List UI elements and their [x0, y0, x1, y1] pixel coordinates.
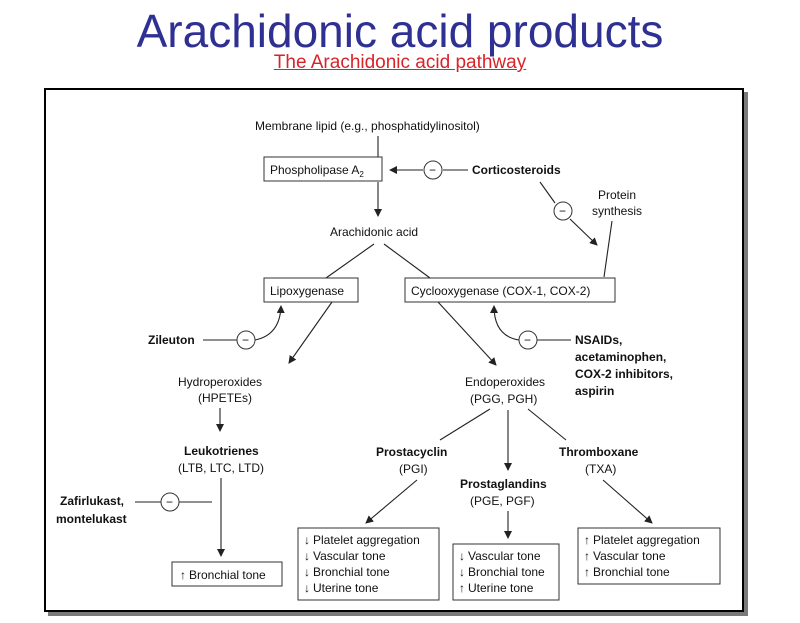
endoperoxides-label: (PGG, PGH) [470, 392, 538, 406]
arachidonic-acid-label: Arachidonic acid [330, 225, 419, 239]
lipoxygenase-label: Lipoxygenase [270, 284, 345, 298]
prostacyclin-label: (PGI) [399, 462, 428, 476]
inhibit-symbol: − [524, 333, 532, 347]
nsaids-label: aspirin [575, 384, 615, 398]
endoperoxides-label: Endoperoxides [465, 375, 546, 389]
prostaglandins-label: (PGE, PGF) [470, 494, 535, 508]
thromboxane-label: Thromboxane [559, 445, 639, 459]
effect-item: ↓ Bronchial tone [459, 565, 545, 579]
leukotrienes-label: Leukotrienes [184, 444, 259, 458]
subtitle-link[interactable]: The Arachidonic acid pathway [273, 52, 527, 73]
effect-item: ↓ Vascular tone [304, 549, 386, 563]
effect-item: ↓ Bronchial tone [304, 565, 390, 579]
zafirlukast-label: Zafirlukast, [60, 494, 125, 508]
thromboxane-label: (TXA) [585, 462, 617, 476]
prostaglandins-label: Prostaglandins [460, 477, 547, 491]
inhibit-symbol: − [429, 163, 437, 177]
inhibit-symbol: − [559, 204, 567, 218]
nsaids-label: NSAIDs, [575, 333, 623, 347]
effect-item: ↑ Vascular tone [584, 549, 666, 563]
effect-item: ↑ Bronchial tone [584, 565, 670, 579]
leukotrienes-label: (LTB, LTC, LTD) [178, 461, 265, 475]
page-title: Arachidonic acid products [136, 5, 664, 57]
nsaids-label: COX-2 inhibitors, [575, 367, 674, 381]
effect-item: ↓ Platelet aggregation [304, 533, 420, 547]
effect-item: ↑ Uterine tone [459, 581, 534, 595]
zileuton-label: Zileuton [148, 333, 195, 347]
cyclooxygenase-label: Cyclooxygenase (COX-1, COX-2) [411, 284, 591, 298]
zafirlukast-label: montelukast [56, 512, 127, 526]
membrane-lipid-label: Membrane lipid (e.g., phosphatidylinositol) [255, 119, 480, 133]
hydroperoxides-label: (HPETEs) [198, 391, 252, 405]
phospholipase-label: Phospholipase $A_2$ [270, 163, 364, 179]
effect-item: ↑ Platelet aggregation [584, 533, 700, 547]
effect-item: ↓ Uterine tone [304, 581, 379, 595]
corticosteroids-label: Corticosteroids [472, 163, 561, 177]
bronchial-tone-label: ↑ Bronchial tone [180, 568, 266, 582]
hydroperoxides-label: Hydroperoxides [178, 375, 263, 389]
inhibit-symbol: − [242, 333, 250, 347]
protein-synthesis-label: Protein [598, 188, 637, 202]
effect-item: ↓ Vascular tone [459, 549, 541, 563]
prostacyclin-label: Prostacyclin [376, 445, 448, 459]
protein-synthesis-label: synthesis [592, 204, 643, 218]
inhibit-symbol: − [166, 495, 174, 509]
nsaids-label: acetaminophen, [575, 350, 667, 364]
